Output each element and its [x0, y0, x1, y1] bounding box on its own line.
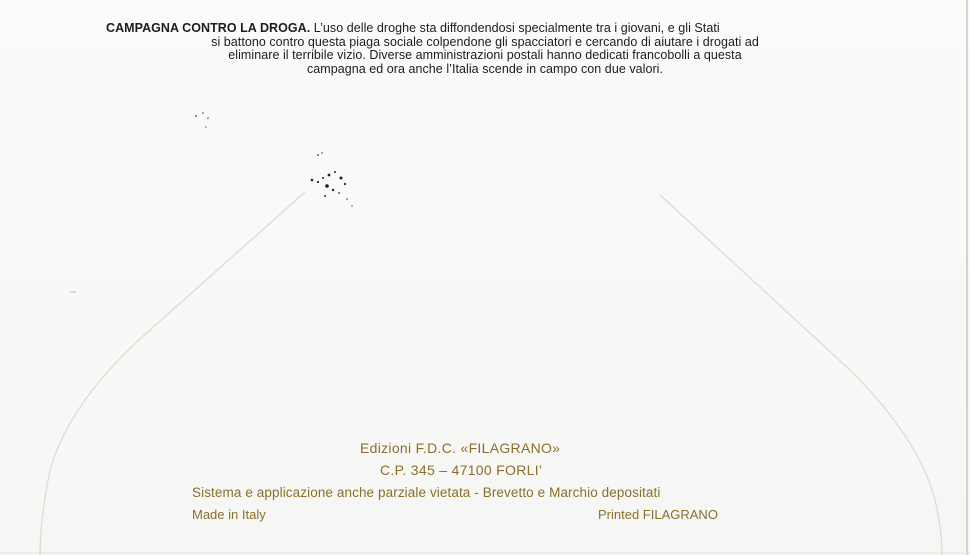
printed-by-label: Printed FILAGRANO [598, 507, 718, 522]
description-line-4: campagna ed ora anche l’Italia scende in campo con due valori. [306, 61, 664, 76]
description-line-3: eliminare il terribile vizio. Diverse amministrazioni postali hanno dedicati francobolli a questa [228, 48, 742, 62]
description-line-1-rest: L’uso delle droghe sta diffondendosi specialmente tra i giovani, e gli Stati [310, 21, 720, 35]
made-in-label: Made in Italy [192, 507, 266, 522]
description-lead: CAMPAGNA CONTRO LA DROGA. [106, 21, 311, 35]
publisher-name: Edizioni F.D.C. «FILAGRANO» [360, 440, 561, 456]
publisher-address: C.P. 345 – 47100 FORLI’ [380, 462, 543, 478]
description-line-2: si battono contro questa piaga sociale colpendone gli spacciatori e cercando di aiutare i drogati ad [211, 34, 759, 49]
publisher-copyright-notice: Sistema e applicazione anche parziale vietata - Brevetto e Marchio depositati [192, 485, 661, 500]
